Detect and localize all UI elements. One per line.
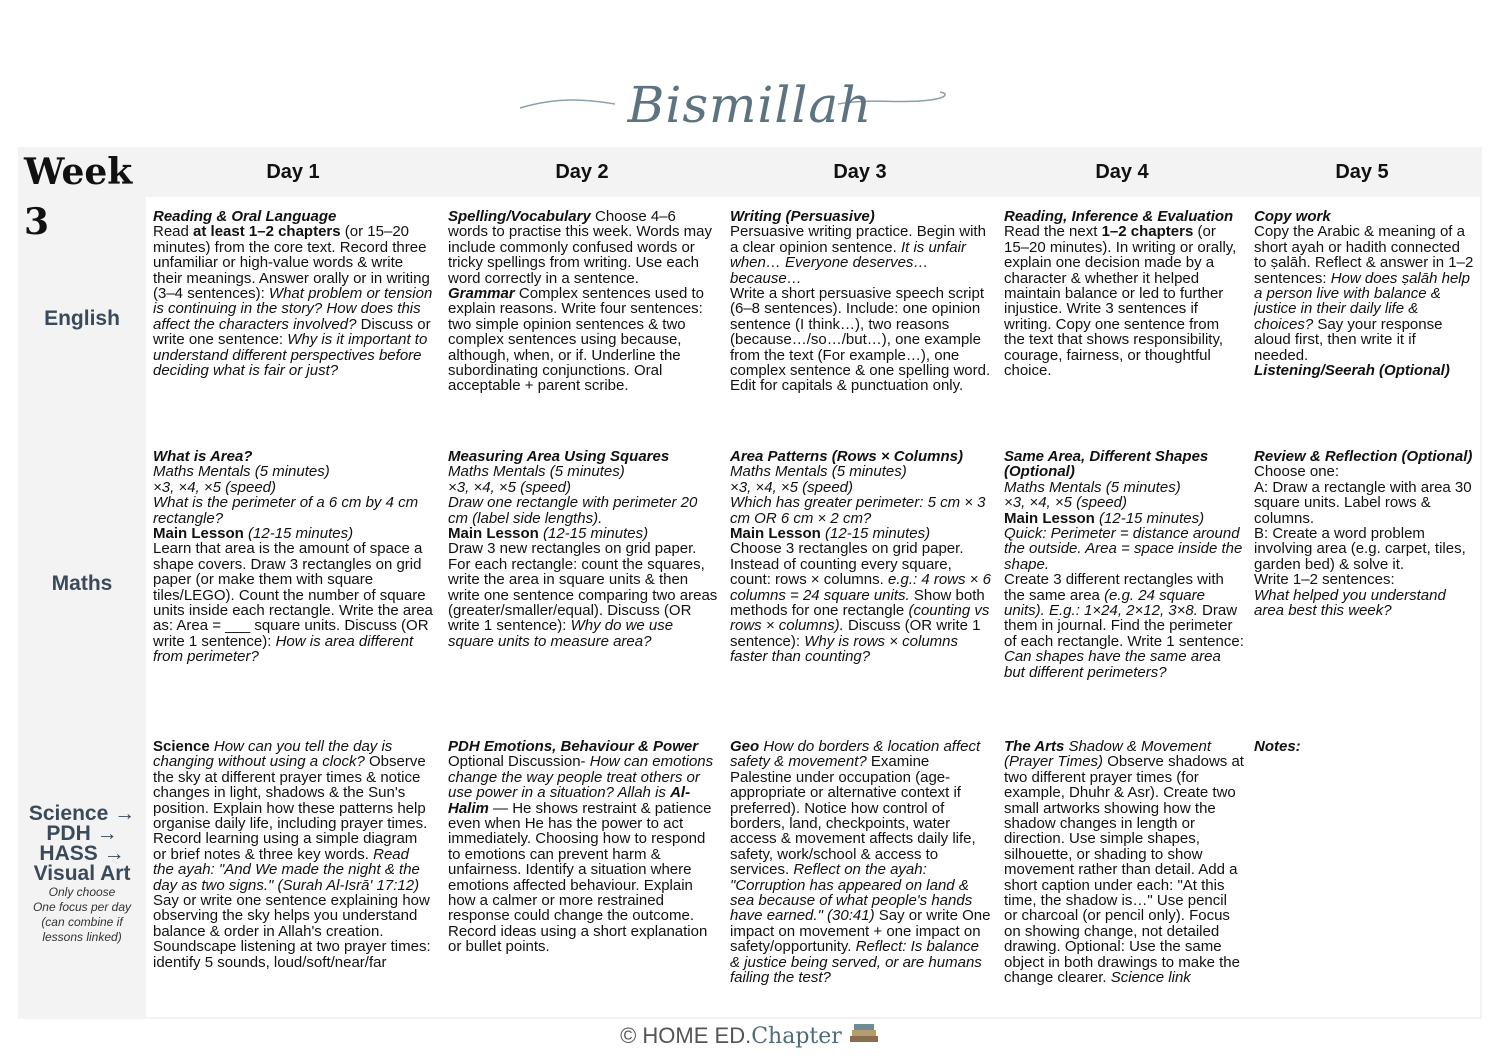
english-day3-text2: Write a short persuasive speech script (6–8 sentences). Include: one opinion sentence (I think…), two reasons (because…/so…/but…), one example from the text (For example…), one complex sentence & one spelling word. Edit for capitals & punctuation only.	[730, 285, 991, 395]
maths-day2-main-time: (12-15 minutes)	[538, 525, 649, 543]
maths-day2-text: Draw 3 new rectangles on grid paper. For each rectangle: count the squares, write the area in square units & then write one sentence comparing two areas (greater/smaller/equal). Discuss (OR write 1 sentence):	[448, 540, 718, 635]
maths-day3-title: Area Patterns (Rows × Columns)	[730, 449, 963, 465]
science-day1-title: Science	[153, 739, 210, 755]
row-sub-note-1: Only choose	[48, 885, 116, 899]
row-sub-note-3: (can combine if	[41, 915, 123, 929]
english-day1-bold: at least 1–2 chapters	[193, 223, 341, 241]
english-day2-text: Choose 4–6 words to practise this week. Words may include commonly confused words or tricky spellings from writing. Use each word correctly in a sentence.	[448, 209, 712, 287]
english-day2-grammar-title: Grammar	[448, 285, 515, 303]
english-day4-text2: (or 15–20 minutes). In writing or orally, explain one decision made by a character & whether it helped maintain balance or led to further injustice. Write 3 sentences if writing. Copy one sentence from the text that shows responsibility, courage, fairness, or thoughtful choice.	[1004, 223, 1237, 380]
maths-day3-text2: Show both methods for one rectangle	[730, 586, 985, 620]
maths-day3-text: Choose 3 rectangles on grid paper. Instead of counting every square, count: rows × columns.	[730, 540, 964, 589]
pdh-day2-cell	[448, 739, 718, 1009]
row-label-english-text: English	[44, 307, 120, 330]
english-day3-cell	[730, 209, 992, 439]
science-day1-cell	[153, 739, 433, 1009]
maths-day4-cell	[1004, 449, 1244, 729]
row-label-art-line: Visual Art	[33, 862, 131, 885]
english-day1-question2: Why is it important to understand different perspectives before deciding what is fair or just?	[153, 331, 428, 380]
pdh-day2-name: Al-Halim	[448, 784, 691, 817]
english-day4-cell	[1004, 209, 1244, 439]
maths-day3-cell	[730, 449, 992, 729]
geo-day3-title: Geo	[730, 739, 760, 755]
english-day1-cell	[153, 209, 433, 439]
english-day1-text2: (or 15–20 minutes) from the core text. Record three unfamiliar or high-value words & write their meanings. Answer orally or in writing (3–4 sentences):	[153, 223, 430, 303]
maths-day3-warmup: Which has greater perimeter: 5 cm × 3 cm OR 6 cm × 2 cm?	[730, 494, 986, 527]
maths-day3-speed: ×3, ×4, ×5 (speed)	[730, 478, 854, 496]
english-day5-title: Copy work	[1254, 209, 1331, 225]
maths-day4-quick: Quick: Perimeter = distance around the outside. Area = space inside the shape.	[1004, 525, 1243, 573]
english-day1-title: Reading & Oral Language	[153, 209, 337, 225]
maths-day2-title: Measuring Area Using Squares	[448, 449, 670, 465]
day-4-header: Day 4	[1095, 161, 1149, 183]
footer-brand	[0, 1020, 1500, 1054]
row-sub-note-4: lessons linked)	[42, 930, 122, 944]
english-day5-question: How does ṣalāh help a person live with balance & justice in their daily life & choices?	[1254, 269, 1470, 333]
geo-day3-cell	[730, 739, 992, 1009]
english-day1-text: Read	[153, 223, 194, 241]
maths-day1-speed: ×3, ×4, ×5 (speed)	[153, 478, 277, 496]
row-label-pdh-line: PDH →	[46, 822, 118, 845]
pdh-day2-optional: Optional Discussion-	[448, 753, 590, 771]
maths-day5-option-b: B: Create a word problem involving area (e.g. carpet, tiles, garden bed) & solve it.	[1254, 525, 1466, 573]
maths-day3-main-label: Main Lesson	[730, 525, 821, 543]
arts-day4-link: Science link	[1110, 969, 1191, 987]
notes-day5-cell	[1254, 739, 1474, 1009]
row-label-hass-line: HASS →	[39, 842, 125, 865]
english-day3-text: Persuasive writing practice. Begin with a clear opinion sentence.	[730, 223, 986, 256]
english-day2-grammar-text: Complex sentences used to explain reasons. Write four sentences: two simple opinion sentences & two complex sentences using because, although, when, or if. Underline the subordinating conjunctions. Oral acceptable + parent scribe.	[448, 285, 704, 395]
row-label-science	[18, 804, 146, 945]
row-sub-note-2: One focus per day	[32, 900, 132, 914]
pdh-day2-title: PDH Emotions, Behaviour & Power	[448, 739, 699, 755]
day-1-header: Day 1	[266, 161, 320, 183]
maths-day3-mentals: Maths Mentals (5 minutes)	[730, 463, 907, 481]
maths-day1-mentals: Maths Mentals (5 minutes)	[153, 463, 330, 481]
science-day1-text2: Say or write one sentence explaining how observing the sky helps you understand balance & order in Allah's creation. Soundscape listening at two prayer times: identify 5 sounds, loud/soft/near/far	[153, 892, 431, 971]
maths-day4-question: Can shapes have the same area but different perimeters?	[1004, 648, 1221, 681]
geo-day3-text2: Say or write One impact on movement + one impact on safety/opportunity.	[730, 907, 991, 956]
logo-text: Bismillah	[627, 76, 873, 134]
maths-day1-main-time: (12-15 minutes)	[243, 525, 354, 543]
english-day5-listening: Listening/Seerah (Optional)	[1254, 362, 1450, 380]
english-day2-title: Spelling/Vocabulary	[448, 209, 591, 225]
row-label-maths-text: Maths	[51, 572, 113, 595]
english-day4-text: Read the next	[1004, 223, 1102, 241]
english-day4-title: Reading, Inference & Evaluation	[1004, 209, 1234, 225]
planner-grid	[146, 197, 1480, 1017]
maths-day3-question: Why is rows × columns faster than counting?	[730, 632, 959, 666]
maths-day4-example: (e.g. 24 square units). E.g.: 1×24, 2×12, 3×8.	[1004, 586, 1205, 620]
science-day1-ayah: Read the ayah: "And We made the night & the day as two signs." (Surah Al-Isrā' 17:12)	[153, 845, 420, 894]
maths-day5-title: Review & Reflection (Optional)	[1254, 449, 1473, 465]
maths-day2-question: Why do we use square units to measure area?	[448, 617, 674, 650]
day-3-header: Day 3	[833, 161, 887, 183]
maths-day3-methods: (counting vs rows × columns).	[730, 602, 990, 635]
english-day5-cell	[1254, 209, 1474, 439]
geo-day3-question: How do borders & location affect safety & movement?	[730, 739, 981, 771]
maths-day4-main-time: (12-15 minutes)	[1094, 509, 1205, 527]
english-day1-question: What problem or tension is continuing in the story? How does this affect the characters involved?	[153, 285, 433, 333]
maths-day1-main-label: Main Lesson	[153, 525, 244, 543]
maths-day1-question: How is area different from perimeter?	[153, 632, 414, 666]
geo-day3-ayah: Reflect on the ayah: "Corruption has appeared on land & sea because of what people's hands have earned." (30:41)	[730, 861, 973, 925]
english-day5-text2: Say your response aloud first, then write it if needed.	[1254, 315, 1443, 364]
english-day2-cell	[448, 209, 718, 439]
science-day1-text: Observe the sky at different prayer times & notice changes in light, shadows & the Sun's position. Explain how these patterns help organise daily life, including prayer times. Record learning using a simple diagram or brief notes & three key words.	[153, 753, 428, 863]
science-day1-question: How can you tell the day is changing without using a clock?	[153, 739, 393, 771]
maths-day4-text2: Draw them in journal. Find the perimeter of each rectangle. Write 1 sentence:	[1004, 602, 1244, 650]
maths-day2-main-label: Main Lesson	[448, 525, 539, 543]
maths-day4-speed: ×3, ×4, ×5 (speed)	[1004, 494, 1128, 512]
english-day3-title: Writing (Persuasive)	[730, 209, 875, 225]
maths-day2-speed: ×3, ×4, ×5 (speed)	[448, 478, 572, 496]
maths-day2-warmup: Draw one rectangle with perimeter 20 cm (label side lengths).	[448, 494, 698, 527]
maths-day1-warmup: What is the perimeter of a 6 cm by 4 cm rectangle?	[153, 494, 419, 527]
arts-day4-cell	[1004, 739, 1244, 1009]
maths-day5-option-a: A: Draw a rectangle with area 30 square units. Label rows & columns.	[1254, 478, 1472, 527]
english-day1-text3: Discuss or write one sentence:	[153, 315, 431, 349]
arts-day4-title: The Arts	[1004, 739, 1065, 755]
maths-day4-mentals: Maths Mentals (5 minutes)	[1004, 478, 1181, 496]
day-2-header: Day 2	[555, 161, 609, 183]
row-label-maths	[18, 572, 146, 596]
maths-day2-mentals: Maths Mentals (5 minutes)	[448, 463, 625, 481]
maths-day5-write: Write 1–2 sentences:	[1254, 571, 1395, 589]
maths-day5-question: What helped you understand area best this week?	[1254, 586, 1446, 620]
maths-day1-text: Learn that area is the amount of space a shape covers. Draw 3 rectangles on grid paper (or make them with square tiles/LEGO). Count the number of square units inside each rectangle. Write the area as: Area = ___ square units. Discuss (OR write 1 sentence):	[153, 540, 433, 650]
maths-day3-text3: Discuss (OR write 1 sentence):	[730, 617, 981, 650]
footer-copyright: © HOME ED.	[620, 1023, 752, 1048]
weekly-planner-table	[18, 147, 1482, 1019]
pdh-day2-question: How can emotions change the way people treat others or use power in a situation? Allah is	[448, 753, 714, 802]
geo-day3-reflect: Reflect: Is balance & justice being served, or are humans failing the test?	[730, 938, 982, 987]
maths-day1-cell	[153, 449, 433, 729]
bismillah-logo	[0, 70, 1500, 140]
maths-day5-cell	[1254, 449, 1474, 729]
maths-day4-text: Create 3 different rectangles with the same area	[1004, 571, 1224, 604]
week-title: Week 3	[24, 151, 133, 243]
row-label-english	[18, 307, 146, 331]
english-day4-bold: 1–2 chapters	[1101, 223, 1194, 241]
row-label-science-line: Science →	[28, 802, 136, 825]
maths-day5-choose: Choose one:	[1254, 463, 1340, 481]
maths-day3-main-time: (12-15 minutes)	[820, 525, 931, 543]
english-day5-text: Copy the Arabic & meaning of a short ayah or hadith connected to ṣalāh. Reflect & answer in 1–2 sentences:	[1254, 223, 1474, 287]
maths-day4-title: Same Area, Different Shapes (Optional)	[1004, 449, 1209, 481]
english-day3-prompt: It is unfair when… Everyone deserves… because…	[730, 238, 966, 287]
maths-day1-title: What is Area?	[153, 449, 253, 465]
pdh-day2-text: — He shows restraint & patience even when He has the power to act immediately. Choosing how to respond to emotions can prevent harm & unfairness. Identify a situation where emotions affected behaviour. Explain how a calmer or more restrained response could change the outcome. Record ideas using a short explanation or bullet points.	[448, 799, 712, 956]
arts-day4-subtitle: Shadow & Movement (Prayer Times)	[1004, 739, 1212, 771]
maths-day2-cell	[448, 449, 718, 729]
maths-day3-example: e.g.: 4 rows × 6 columns = 24 square units.	[730, 571, 991, 604]
day-5-header: Day 5	[1335, 161, 1389, 183]
geo-day3-text: Examine Palestine under occupation (age-appropriate or alternative context if preferred). Notice how control of borders, land, checkpoints, water access & movement affects daily life, safety, work/school & access to services.	[730, 753, 976, 879]
footer-chapter: Chapter	[751, 1024, 842, 1049]
maths-day4-main-label: Main Lesson	[1004, 509, 1095, 527]
books-icon	[848, 1020, 880, 1046]
arts-day4-text: Observe shadows at two different prayer times (for example, Dhuhr & Asr). Create two small artworks showing how the shadow changes in length or direction. Use simple shapes, silhouette, or shading to show movement rather than detail. Add a short caption under each: "At this time, the shadow is…" Use pencil or charcoal (or pencil only). Focus on showing change, not detailed drawing. Optional: Use the same object in both drawings to make the change clearer.	[1004, 753, 1244, 987]
notes-label: Notes:	[1254, 739, 1301, 755]
